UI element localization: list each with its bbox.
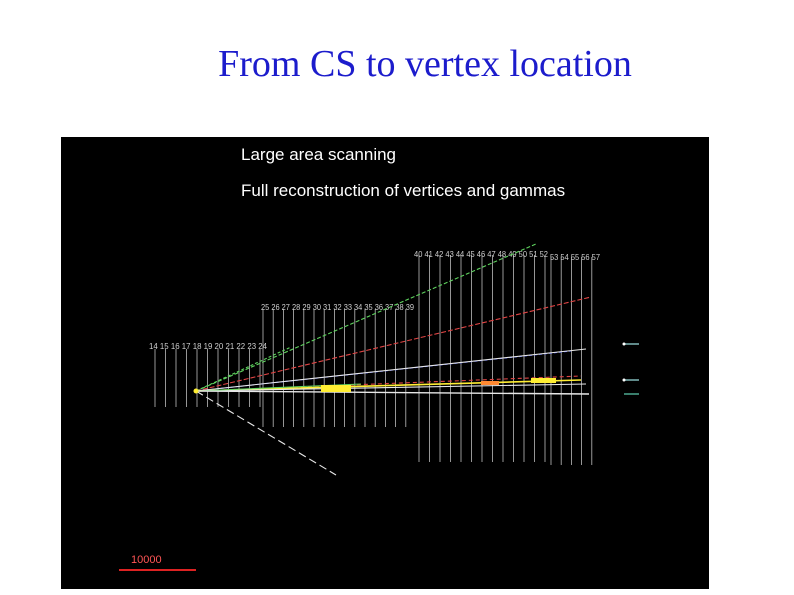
plate-labels-group3: 40 41 42 43 44 45 46 47 48 49 50 51 52 — [414, 250, 549, 259]
emulsion-plates — [155, 255, 592, 465]
event-display — [61, 137, 709, 589]
exit-markers — [623, 343, 640, 395]
scale-label: 10000 — [131, 554, 162, 566]
plate-labels-group4: 53 54 55 56 57 — [550, 253, 601, 262]
scale-bar — [119, 569, 196, 571]
track-white-low — [196, 391, 589, 394]
track-display — [61, 137, 709, 589]
plate-labels-group2: 25 26 27 28 29 30 31 32 33 34 35 36 37 38 39 — [261, 303, 415, 312]
track-green-short — [196, 347, 291, 391]
track-white-down — [196, 391, 336, 475]
slide-title: From CS to vertex location — [218, 43, 632, 85]
caption-large-area-scanning: Large area scanning — [241, 145, 397, 164]
plate-labels-group1: 14 15 16 17 18 19 20 21 22 23 24 — [149, 342, 268, 351]
caption-full-reconstruction: Full reconstruction of vertices and gammas — [241, 181, 566, 200]
track-green-upper — [196, 244, 536, 391]
tracks — [196, 244, 591, 475]
